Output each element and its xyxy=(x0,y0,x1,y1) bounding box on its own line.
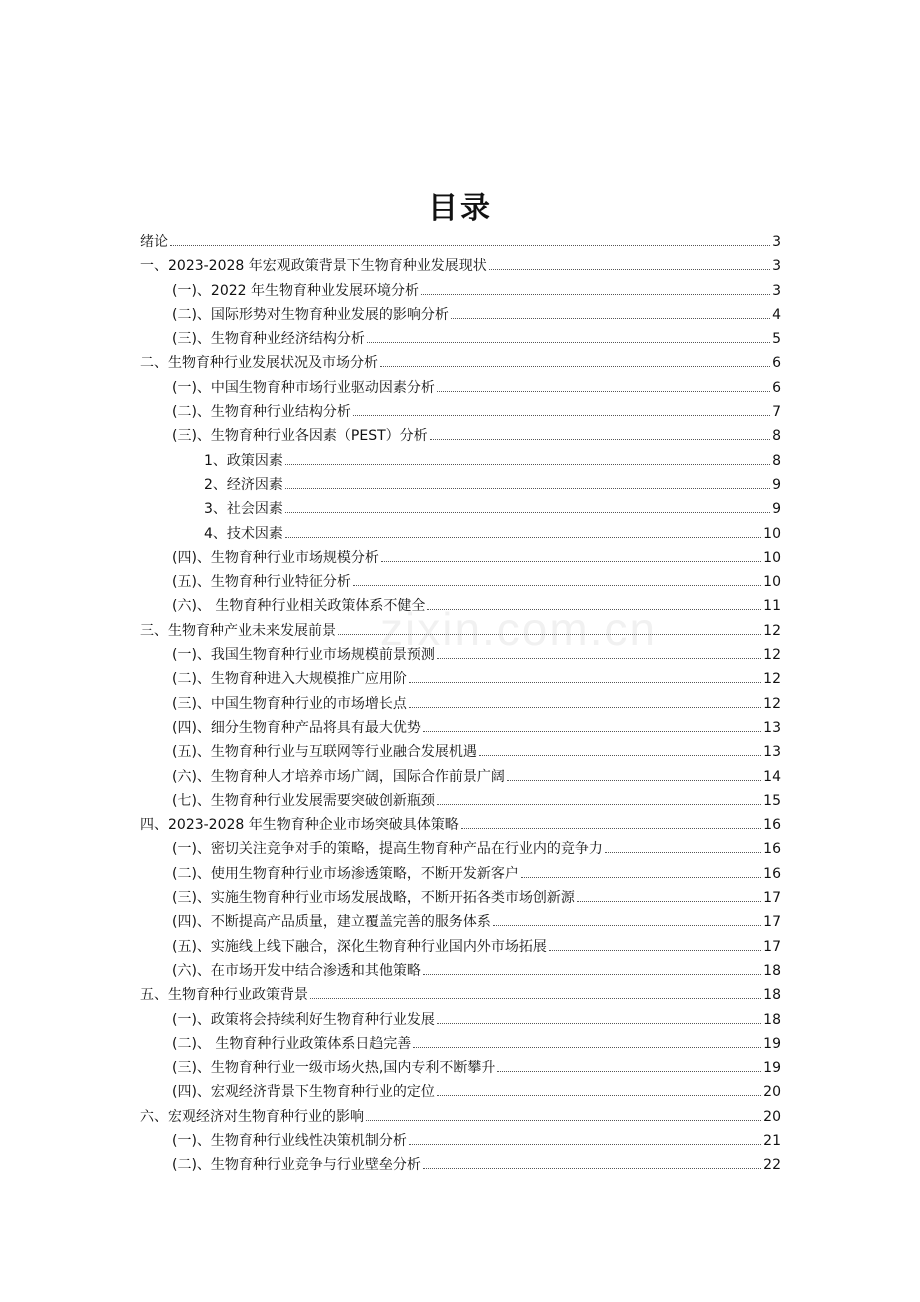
toc-entry[interactable] xyxy=(140,400,781,424)
dot-leader xyxy=(507,779,761,781)
toc-entry[interactable] xyxy=(140,935,781,959)
toc-entry-page-number: 17 xyxy=(763,938,781,955)
dot-leader xyxy=(423,730,761,732)
toc-entry-label: 2、经济因素 xyxy=(204,476,283,493)
dot-leader xyxy=(423,973,761,975)
toc-entry[interactable] xyxy=(140,837,781,861)
toc-entry-label: (一)、2022 年生物育种业发展环境分析 xyxy=(172,282,420,299)
toc-entry-page-number: 16 xyxy=(763,841,781,858)
dot-leader xyxy=(285,463,770,465)
toc-entry[interactable] xyxy=(140,1056,781,1080)
toc-entry-label: (一)、中国生物育种市场行业驱动因素分析 xyxy=(172,379,435,396)
toc-entry-label: (二)、国际形势对生物育种业发展的影响分析 xyxy=(172,306,449,323)
toc-entry-label: (六)、生物育种人才培养市场广阔，国际合作前景广阔 xyxy=(172,768,505,785)
toc-entry-label: (三)、实施生物育种行业市场发展战略，不断开拓各类市场创新源 xyxy=(172,890,575,907)
watermark: zixin.com.cn xyxy=(380,603,658,655)
toc-entry-page-number: 13 xyxy=(763,719,781,736)
toc-entry[interactable] xyxy=(140,740,781,764)
dot-leader xyxy=(497,1070,761,1072)
toc-entry[interactable] xyxy=(140,327,781,351)
toc-entry-label: 四、2023-2028 年生物育种企业市场突破具体策略 xyxy=(140,817,459,834)
dot-leader xyxy=(310,997,761,999)
dot-leader xyxy=(409,706,761,708)
toc-entry-label: (四)、宏观经济背景下生物育种行业的定位 xyxy=(172,1084,435,1101)
toc-entry-page-number: 16 xyxy=(763,817,781,834)
toc-entry-label: 三、生物育种产业未来发展前景 xyxy=(140,622,336,639)
toc-entry[interactable] xyxy=(140,473,781,497)
dot-leader xyxy=(285,511,770,513)
dot-leader xyxy=(413,1046,761,1048)
dot-leader xyxy=(409,681,761,683)
toc-entry-page-number: 18 xyxy=(763,987,781,1004)
toc-entry[interactable] xyxy=(140,424,781,448)
toc-entry-page-number: 4 xyxy=(772,306,781,323)
dot-leader xyxy=(437,657,761,659)
dot-leader xyxy=(353,414,770,416)
toc-entry-label: (三)、生物育种业经济结构分析 xyxy=(172,331,365,348)
toc-entry[interactable] xyxy=(140,1032,781,1056)
dot-leader xyxy=(549,949,761,951)
dot-leader xyxy=(421,293,770,295)
toc-entry-page-number: 10 xyxy=(763,549,781,566)
toc-entry-page-number: 12 xyxy=(763,622,781,639)
toc-entry-page-number: 6 xyxy=(772,379,781,396)
toc-entry-page-number: 13 xyxy=(763,744,781,761)
toc-entry[interactable] xyxy=(140,376,781,400)
toc-entry-label: (三)、中国生物育种行业的市场增长点 xyxy=(172,695,407,712)
toc-entry-page-number: 8 xyxy=(772,428,781,445)
toc-entry-page-number: 16 xyxy=(763,865,781,882)
toc-entry[interactable] xyxy=(140,619,781,643)
toc-entry-page-number: 3 xyxy=(772,234,781,250)
toc-entry-label: (五)、生物育种行业与互联网等行业融合发展机遇 xyxy=(172,744,477,761)
toc-entry-page-number: 10 xyxy=(763,574,781,591)
toc-entry-page-number: 21 xyxy=(763,1132,781,1149)
toc-entry-label: 4、技术因素 xyxy=(204,525,283,542)
toc-entry-page-number: 7 xyxy=(772,404,781,421)
toc-entry[interactable] xyxy=(140,594,781,618)
toc-entry[interactable] xyxy=(140,497,781,521)
toc-entry[interactable] xyxy=(140,449,781,473)
dot-leader xyxy=(577,900,761,902)
toc-entry-label: 二、生物育种行业发展状况及市场分析 xyxy=(140,355,378,372)
toc-entry[interactable] xyxy=(140,716,781,740)
dot-leader xyxy=(437,390,770,392)
table-of-contents xyxy=(140,230,781,1178)
dot-leader xyxy=(427,608,761,610)
toc-entry-label: (一)、密切关注竞争对手的策略，提高生物育种产品在行业内的竞争力 xyxy=(172,841,603,858)
dot-leader xyxy=(285,536,761,538)
toc-entry[interactable] xyxy=(140,789,781,813)
toc-entry-label: (二)、生物育种行业竞争与行业壁垒分析 xyxy=(172,1157,421,1174)
toc-entry[interactable] xyxy=(140,546,781,570)
toc-entry[interactable] xyxy=(140,1129,781,1153)
toc-entry-page-number: 3 xyxy=(772,282,781,299)
toc-entry-page-number: 8 xyxy=(772,452,781,469)
toc-entry[interactable] xyxy=(140,351,781,375)
dot-leader xyxy=(605,851,761,853)
toc-entry-label: 六、宏观经济对生物育种行业的影响 xyxy=(140,1108,364,1125)
dot-leader xyxy=(367,341,770,343)
dot-leader xyxy=(461,827,761,829)
toc-entry-label: 1、政策因素 xyxy=(204,452,283,469)
toc-entry-label: 绪论 xyxy=(140,234,168,250)
toc-entry-page-number: 11 xyxy=(763,598,781,615)
dot-leader xyxy=(423,1167,761,1169)
toc-entry[interactable] xyxy=(140,522,781,546)
toc-entry-label: (二)、 生物育种行业政策体系日趋完善 xyxy=(172,1035,412,1052)
dot-leader xyxy=(430,438,770,440)
toc-entry-label: (六)、 生物育种行业相关政策体系不健全 xyxy=(172,598,426,615)
toc-entry-page-number: 20 xyxy=(763,1108,781,1125)
toc-entry[interactable] xyxy=(140,959,781,983)
toc-entry-page-number: 19 xyxy=(763,1060,781,1077)
dot-leader xyxy=(479,754,761,756)
toc-entry[interactable] xyxy=(140,862,781,886)
toc-entry-page-number: 19 xyxy=(763,1035,781,1052)
toc-entry[interactable] xyxy=(140,279,781,303)
toc-entry-page-number: 18 xyxy=(763,962,781,979)
toc-entry[interactable] xyxy=(140,254,781,278)
toc-entry[interactable] xyxy=(140,1080,781,1104)
toc-entry-label: (一)、我国生物育种行业市场规模前景预测 xyxy=(172,647,435,664)
toc-entry[interactable] xyxy=(140,1153,781,1177)
toc-entry[interactable] xyxy=(140,983,781,1007)
toc-entry-label: (七)、生物育种行业发展需要突破创新瓶颈 xyxy=(172,792,435,809)
toc-entry-label: (三)、生物育种行业一级市场火热,国内专利不断攀升 xyxy=(172,1060,496,1077)
dot-leader xyxy=(451,317,770,319)
toc-entry[interactable] xyxy=(140,910,781,934)
dot-leader xyxy=(381,560,761,562)
dot-leader xyxy=(437,1022,761,1024)
toc-entry-label: (四)、不断提高产品质量，建立覆盖完善的服务体系 xyxy=(172,914,491,931)
toc-entry[interactable] xyxy=(140,692,781,716)
toc-entry[interactable] xyxy=(140,667,781,691)
toc-entry-page-number: 15 xyxy=(763,792,781,809)
toc-entry-page-number: 12 xyxy=(763,671,781,688)
toc-entry[interactable] xyxy=(140,643,781,667)
dot-leader xyxy=(170,244,770,246)
toc-entry-label: (六)、在市场开发中结合渗透和其他策略 xyxy=(172,962,421,979)
toc-entry-page-number: 22 xyxy=(763,1157,781,1174)
toc-entry-page-number: 5 xyxy=(772,331,781,348)
toc-entry-label: (五)、生物育种行业特征分析 xyxy=(172,574,351,591)
toc-entry-label: (三)、生物育种行业各因素（PEST）分析 xyxy=(172,428,428,445)
toc-entry[interactable] xyxy=(140,570,781,594)
toc-entry-label: (一)、生物育种行业线性决策机制分析 xyxy=(172,1132,407,1149)
dot-leader xyxy=(409,1143,761,1145)
toc-entry-label: (四)、生物育种行业市场规模分析 xyxy=(172,549,379,566)
toc-entry-page-number: 12 xyxy=(763,695,781,712)
dot-leader xyxy=(366,1119,761,1121)
toc-entry-label: (五)、实施线上线下融合，深化生物育种行业国内外市场拓展 xyxy=(172,938,547,955)
toc-entry-page-number: 20 xyxy=(763,1084,781,1101)
dot-leader xyxy=(521,876,761,878)
toc-entry-label: 一、2023-2028 年宏观政策背景下生物育种业发展现状 xyxy=(140,258,487,275)
dot-leader xyxy=(437,803,761,805)
toc-entry[interactable] xyxy=(140,1008,781,1032)
toc-entry-page-number: 3 xyxy=(772,258,781,275)
toc-entry-page-number: 17 xyxy=(763,914,781,931)
toc-entry-page-number: 6 xyxy=(772,355,781,372)
toc-entry-page-number: 12 xyxy=(763,647,781,664)
dot-leader xyxy=(493,924,761,926)
toc-title: 目录 xyxy=(428,191,492,226)
toc-entry-label: 五、生物育种行业政策背景 xyxy=(140,987,308,1004)
dot-leader xyxy=(338,633,761,635)
toc-entry-page-number: 9 xyxy=(772,476,781,493)
toc-entry[interactable] xyxy=(140,813,781,837)
toc-entry[interactable] xyxy=(140,1105,781,1129)
toc-entry-page-number: 9 xyxy=(772,501,781,518)
toc-entry[interactable] xyxy=(140,886,781,910)
toc-entry[interactable] xyxy=(140,230,781,254)
toc-entry-page-number: 14 xyxy=(763,768,781,785)
toc-entry[interactable] xyxy=(140,765,781,789)
toc-entry-label: (一)、政策将会持续利好生物育种行业发展 xyxy=(172,1011,435,1028)
toc-entry-page-number: 18 xyxy=(763,1011,781,1028)
dot-leader xyxy=(380,365,770,367)
dot-leader xyxy=(285,487,770,489)
toc-entry[interactable] xyxy=(140,303,781,327)
toc-entry-label: (二)、生物育种行业结构分析 xyxy=(172,404,351,421)
toc-entry-label: (四)、细分生物育种产品将具有最大优势 xyxy=(172,719,421,736)
dot-leader xyxy=(489,268,770,270)
dot-leader xyxy=(353,584,761,586)
toc-entry-label: (二)、生物育种进入大规模推广应用阶 xyxy=(172,671,407,688)
toc-entry-label: (二)、使用生物育种行业市场渗透策略，不断开发新客户 xyxy=(172,865,519,882)
toc-entry-page-number: 10 xyxy=(763,525,781,542)
toc-entry-page-number: 17 xyxy=(763,890,781,907)
dot-leader xyxy=(437,1094,761,1096)
toc-entry-label: 3、社会因素 xyxy=(204,501,283,518)
